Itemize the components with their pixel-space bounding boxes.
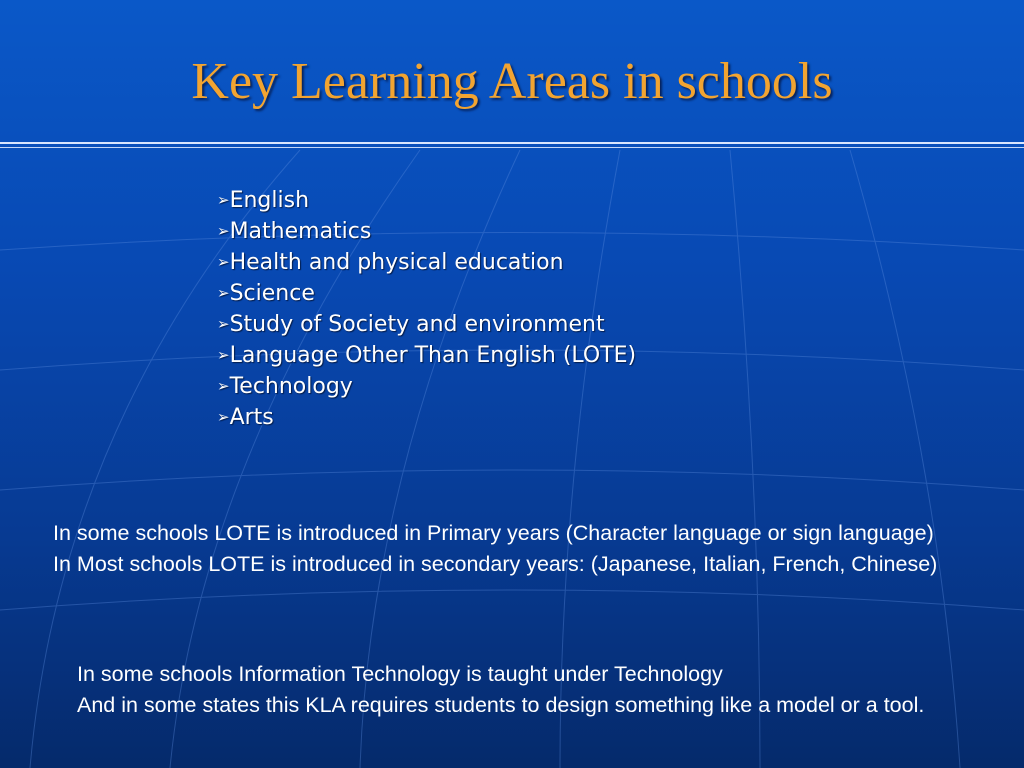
technology-note-design: And in some states this KLA requires students to design something like a model or a tool. xyxy=(77,692,925,717)
list-item-english xyxy=(217,185,687,216)
arrow-bullet-icon: ➢ xyxy=(217,191,230,209)
kla-list xyxy=(217,185,687,433)
arrow-bullet-icon: ➢ xyxy=(217,284,230,302)
arrow-bullet-icon: ➢ xyxy=(217,253,230,271)
list-item-technology xyxy=(217,371,687,402)
list-item-lote xyxy=(217,340,687,371)
arrow-bullet-icon: ➢ xyxy=(217,377,230,395)
arrow-bullet-icon: ➢ xyxy=(217,222,230,240)
technology-note xyxy=(77,659,1007,720)
lote-note-primary: In some schools LOTE is introduced in Primary years (Character language or sign language) xyxy=(53,521,934,545)
list-item-label: English xyxy=(229,188,310,213)
list-item-science xyxy=(217,278,687,309)
slide-title: Key Learning Areas in schools xyxy=(191,53,833,110)
list-item-label: Mathematics xyxy=(229,219,372,244)
list-item-health-pe xyxy=(217,247,687,278)
list-item-label: Health and physical education xyxy=(229,250,564,275)
list-item-label: Language Other Than English (LOTE) xyxy=(229,343,637,368)
arrow-bullet-icon: ➢ xyxy=(217,346,230,364)
lote-note xyxy=(53,518,1013,579)
lote-note-secondary: In Most schools LOTE is introduced in secondary years: (Japanese, Italian, French, Chinese) xyxy=(53,551,938,576)
list-item-label: Science xyxy=(229,281,315,306)
title-divider-thick xyxy=(0,142,1024,144)
list-item-arts xyxy=(217,402,687,433)
list-item-label: Technology xyxy=(229,374,353,399)
arrow-bullet-icon: ➢ xyxy=(217,408,230,426)
arrow-bullet-icon: ➢ xyxy=(217,315,230,333)
list-item-mathematics xyxy=(217,216,687,247)
list-item-sose xyxy=(217,309,687,340)
list-item-label: Arts xyxy=(229,405,274,430)
list-item-label: Study of Society and environment xyxy=(229,312,605,337)
title-divider-thin xyxy=(0,147,1024,148)
technology-note-it: In some schools Information Technology is taught under Technology xyxy=(77,662,723,686)
